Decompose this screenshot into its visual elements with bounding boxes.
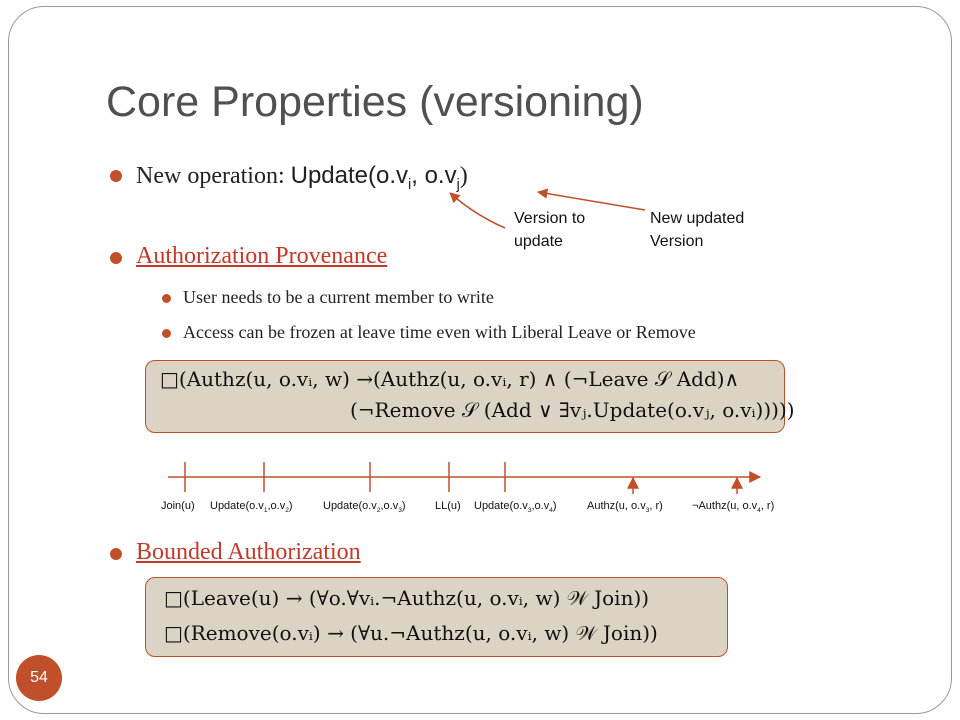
new-operation-line: New operation: $Update(o.v_i$, $o.v_j$) — [136, 162, 468, 193]
annotation-new-updated-version: New updated Version — [650, 210, 745, 250]
new-operation-label: New operation: — [136, 163, 291, 189]
timeline-label-join: Join(u) — [161, 500, 195, 512]
timeline-label-ll: LL(u) — [435, 500, 461, 512]
provenance-formula-line-2: (¬Remove 𝒮 (Add ∨ ∃vⱼ.Update(o.vⱼ, o.vᵢ))))) — [350, 398, 795, 422]
timeline-label-authz3: Authz(u, $o.v_3$, r) — [587, 500, 663, 515]
bullet-marker — [110, 548, 122, 560]
timeline-label-update23: $Update(o.v_2,o.v_3)$ — [323, 500, 406, 515]
bounded-authorization-link[interactable]: Bounded Authorization — [136, 539, 361, 565]
provenance-formula-line-1: □(Authz(u, o.vᵢ, w) →(Authz(u, o.vᵢ, r) ∧ (¬Leave 𝒮 Add)∧ — [160, 367, 740, 391]
bounded-formula-line-2: □(Remove(o.vᵢ) → (∀u.¬Authz(u, o.vᵢ, w) 𝒲 Join)) — [164, 621, 658, 645]
timeline-label-update12: $Update(o.v_1,o.v_2)$ — [210, 500, 293, 515]
sub-bullet-access-frozen: Access can be frozen at leave time even with Liberal Leave or Remove — [183, 322, 696, 342]
timeline-label-update34: $Update(o.v_3,o.v_4)$ — [474, 500, 557, 515]
annotation-version-to-update: Version to update — [514, 210, 586, 250]
bounded-formula-line-1: □(Leave(u) → (∀o.∀vᵢ.¬Authz(u, o.vᵢ, w) 𝒲 Join)) — [164, 586, 650, 610]
bounded-formula-box — [145, 577, 728, 657]
authorization-provenance-link[interactable]: Authorization Provenance — [136, 243, 388, 269]
slide-title: Core Properties (versioning) — [106, 78, 644, 126]
timeline-label-not-authz4: ¬Authz(u, $o.v_4$, r) — [692, 500, 775, 515]
sub-bullet-current-member: User needs to be a current member to write — [183, 287, 494, 307]
page-number-badge: 54 — [16, 655, 62, 701]
update-operation: $Update(o.v_i$, $o.v_j$ — [290, 162, 460, 193]
